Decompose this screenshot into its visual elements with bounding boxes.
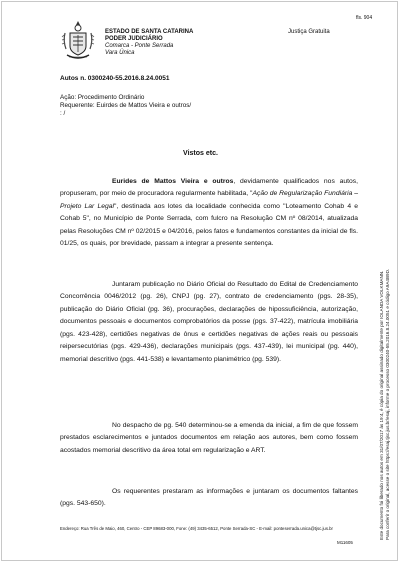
header-judiciary: PODER JUDICIÁRIO — [105, 36, 163, 42]
vistos-heading: Vistos etc. — [183, 150, 218, 157]
footer-code: M11605 — [337, 540, 353, 545]
footer-address: Endereço: Rua Três de Maio, 460, Centro - CEP 89683-000, Fone: (49) 3435-6512, Ponte Serrada-SC - E-mail: ponteserrada.unica@tjsc.jus.br — [60, 526, 333, 531]
page-number-stamp: fls. 904 — [356, 15, 373, 21]
paragraph-2 — [60, 279, 358, 366]
plaintiff-name: Eurides de Mattos Vieira e outros — [112, 178, 234, 185]
paragraph-3 — [60, 420, 358, 457]
paragraph-1 — [60, 176, 358, 251]
paragraph-4-text: Os requerentes prestaram as informações e juntaram os documentos faltantes (pgs. 543-650). — [60, 488, 358, 508]
sidebar-line-2: Para conferir o original, acesse o site https://esaj.tjsc.jus.br/esaj, informe o processo 0300240-55.2016.8.24.0051 e código A9A4B9D. — [385, 268, 390, 540]
sidebar-line-1: Este documento foi liberado nos autos em 31/07/2017 às 19:4, é cópia do original assinado digitalmente por IOLANDA VOLKMANN. — [379, 270, 384, 540]
paragraph-1-text-b: ", destinada aos lotes da localidade conhecida como "Loteamento Cohab 4 e Cohab 5", no Município de Ponte Serrada, com fulcro na Resolução CM nº 08/2014, atualizada pelas Resoluções CM nº 02/2015 e 04/2016, pelos fatos e fundamentos constantes da inicial de fls. 01/25, os quais, por brevidade, passam a integrar a presente sentença. — [60, 202, 358, 248]
paragraph-2-text: Juntaram publicação no Diário Oficial do Resultado do Edital de Credenciamento Concorrência 0046/2012 (pg. 26), CNPJ (pg. 27), contrato de credenciamento (pgs. 28-35), publicação do Diário Oficial (pg. 36), procurações, declarações de hipossuficiência, autorização, documentos pessoais e documentos comprobatórios da posse (pgs. 37-422), matrícula imobiliária (pgs. 423-428), certidões negativas de ônus e certidões negativas de ações reais ou pessoais reipersecutórias (pgs. 429-436), declarações municipais (pgs. 437-439), lei municipal (pg. 440), memorial descritivo (pgs. 441-538) e levantamento planimétrico (pg. 539). — [60, 281, 358, 363]
defendant-line: : / — [60, 110, 66, 117]
paragraph-4 — [60, 486, 358, 511]
header-comarca: Comarca - Ponte Serrada — [105, 43, 174, 49]
header-state: ESTADO DE SANTA CATARINA — [105, 29, 194, 35]
free-justice-label: Justiça Gratuita — [288, 29, 330, 35]
coat-of-arms-icon — [61, 19, 95, 63]
paragraph-3-text: No despacho de pg. 540 determinou-se a emenda da inicial, a fim de que fossem prestados esclarecimentos e juntados documentos em relação aos autores, bem como fossem acostados memorial descritivo da área total em regularização e ART. — [60, 422, 358, 454]
header-vara: Vara Única — [105, 50, 135, 56]
action-title: Ação de Regularização Fundiária – Projeto Lar Legal — [60, 190, 358, 210]
plaintiff-line: Requerente: Euirdes de Mattos Vieira e outros/ — [60, 102, 192, 109]
action-type: Ação: Procedimento Ordinário — [60, 94, 145, 101]
digital-signature-sidebar — [379, 190, 391, 540]
case-number: Autos n. 0300240-55.2016.8.24.0051 — [60, 75, 170, 82]
paragraph-1-text-a: , devidamente qualificados nos autos, propuseram, por meio de procuradora regularmente habilitada, " — [60, 178, 358, 198]
